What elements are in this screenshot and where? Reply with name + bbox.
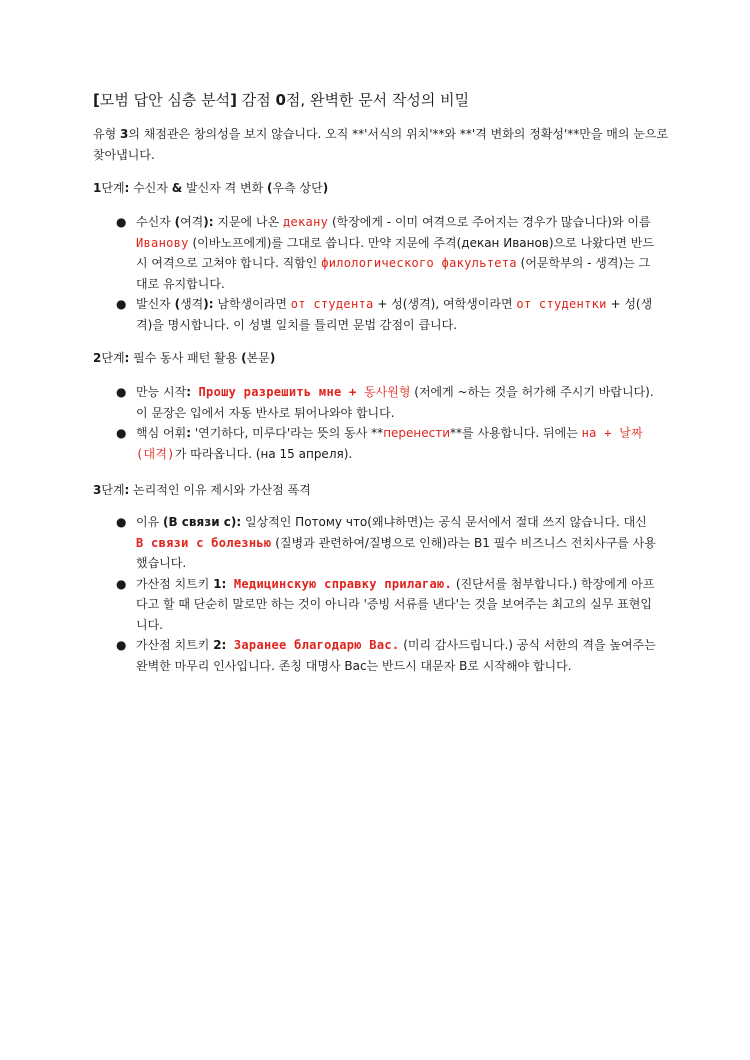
bullet-icon: ●	[116, 426, 127, 440]
step1-bullet-list	[113, 212, 658, 335]
step2-bullet-list	[113, 382, 658, 464]
list-item: ● 발신자 (생격): 남학생이라면 от студента + 성(생격), 여학생이라면 от студентки + 성(생격)을 명시합니다. 이 성별 일치를 틀리면 문법 감점이 큽니다.	[113, 294, 658, 335]
step1-heading: 1단계: 수신자 & 발신자 격 변화 (우측 상단)	[93, 181, 329, 195]
step3-bullet-list	[113, 512, 658, 676]
list-item: ● 이유 (В связи с): 일상적인 Потому что(왜냐하면)는 공식 문서에서 절대 쓰지 않습니다. 대신 В связи с болезнью (질병과 관련하여/질병으로 인해)라는 B1 필수 비즈니스 전치사구를 사용했습니다.	[113, 512, 658, 574]
step3-heading: 3단계: 논리적인 이유 제시와 가산점 폭격	[93, 483, 311, 497]
bullet-icon: ●	[116, 576, 127, 591]
bullet-icon: ●	[116, 638, 127, 652]
document-title: [모범 답안 심층 분석] 감점 0점, 완벽한 문서 작성의 비밀	[93, 91, 470, 109]
bullet-icon: ●	[116, 515, 127, 529]
bullet-icon: ●	[116, 215, 127, 229]
bullet-icon: ●	[116, 385, 127, 399]
list-item: ● 가산점 치트키 2: Заранее благодарю Вас. (미리 감사드립니다.) 공식 서한의 격을 높여주는 완벽한 마무리 인사입니다. 존칭 대명사 Вас는 반드시 대문자 В로 시작해야 합니다.	[113, 635, 658, 676]
list-item: ● 수신자 (여격): 지문에 나온 декану (학장에게 - 이미 여격으로 주어지는 경우가 많습니다)와 이름 Иванову (이바노프에게)를 그대로 씁니다. 만약 지문에 주격(декан Иванов)으로 나왔다면 반드시 여격으로 고쳐야 합니다. 직함인 филологического факультета (어문학부의 - 생격)는 그대로 유지합니다.	[113, 212, 658, 294]
list-item: ● 핵심 어휘: '연기하다, 미루다'라는 뜻의 동사 **перенести**를 사용합니다. 뒤에는 на + 날짜(대격)가 따라옵니다. (на 15 апреля).	[113, 423, 658, 464]
step2-heading: 2단계: 필수 동사 패턴 활용 (본문)	[93, 351, 276, 365]
list-item: ● 가산점 치트키 1: Медицинскую справку прилагаю. (진단서를 첨부합니다.) 학장에게 아프다고 할 때 단순히 말로만 하는 것이 아니라 '증빙 서류를 낸다'는 것을 보여주는 최고의 실무 표현입니다.	[113, 574, 658, 636]
intro-paragraph: 유형 3의 채점관은 창의성을 보지 않습니다. 오직 **'서식의 위치'**와 **'격 변화의 정확성'**만을 매의 눈으로 찾아냅니다.	[93, 127, 669, 162]
list-item: ● 만능 시작: Прошу разрешить мне + 동사원형 (저에게 ~하는 것을 허가해 주시기 바랍니다). 이 문장은 입에서 자동 반사로 튀어나와야 합니다.	[113, 382, 658, 423]
bullet-icon: ●	[116, 297, 127, 311]
